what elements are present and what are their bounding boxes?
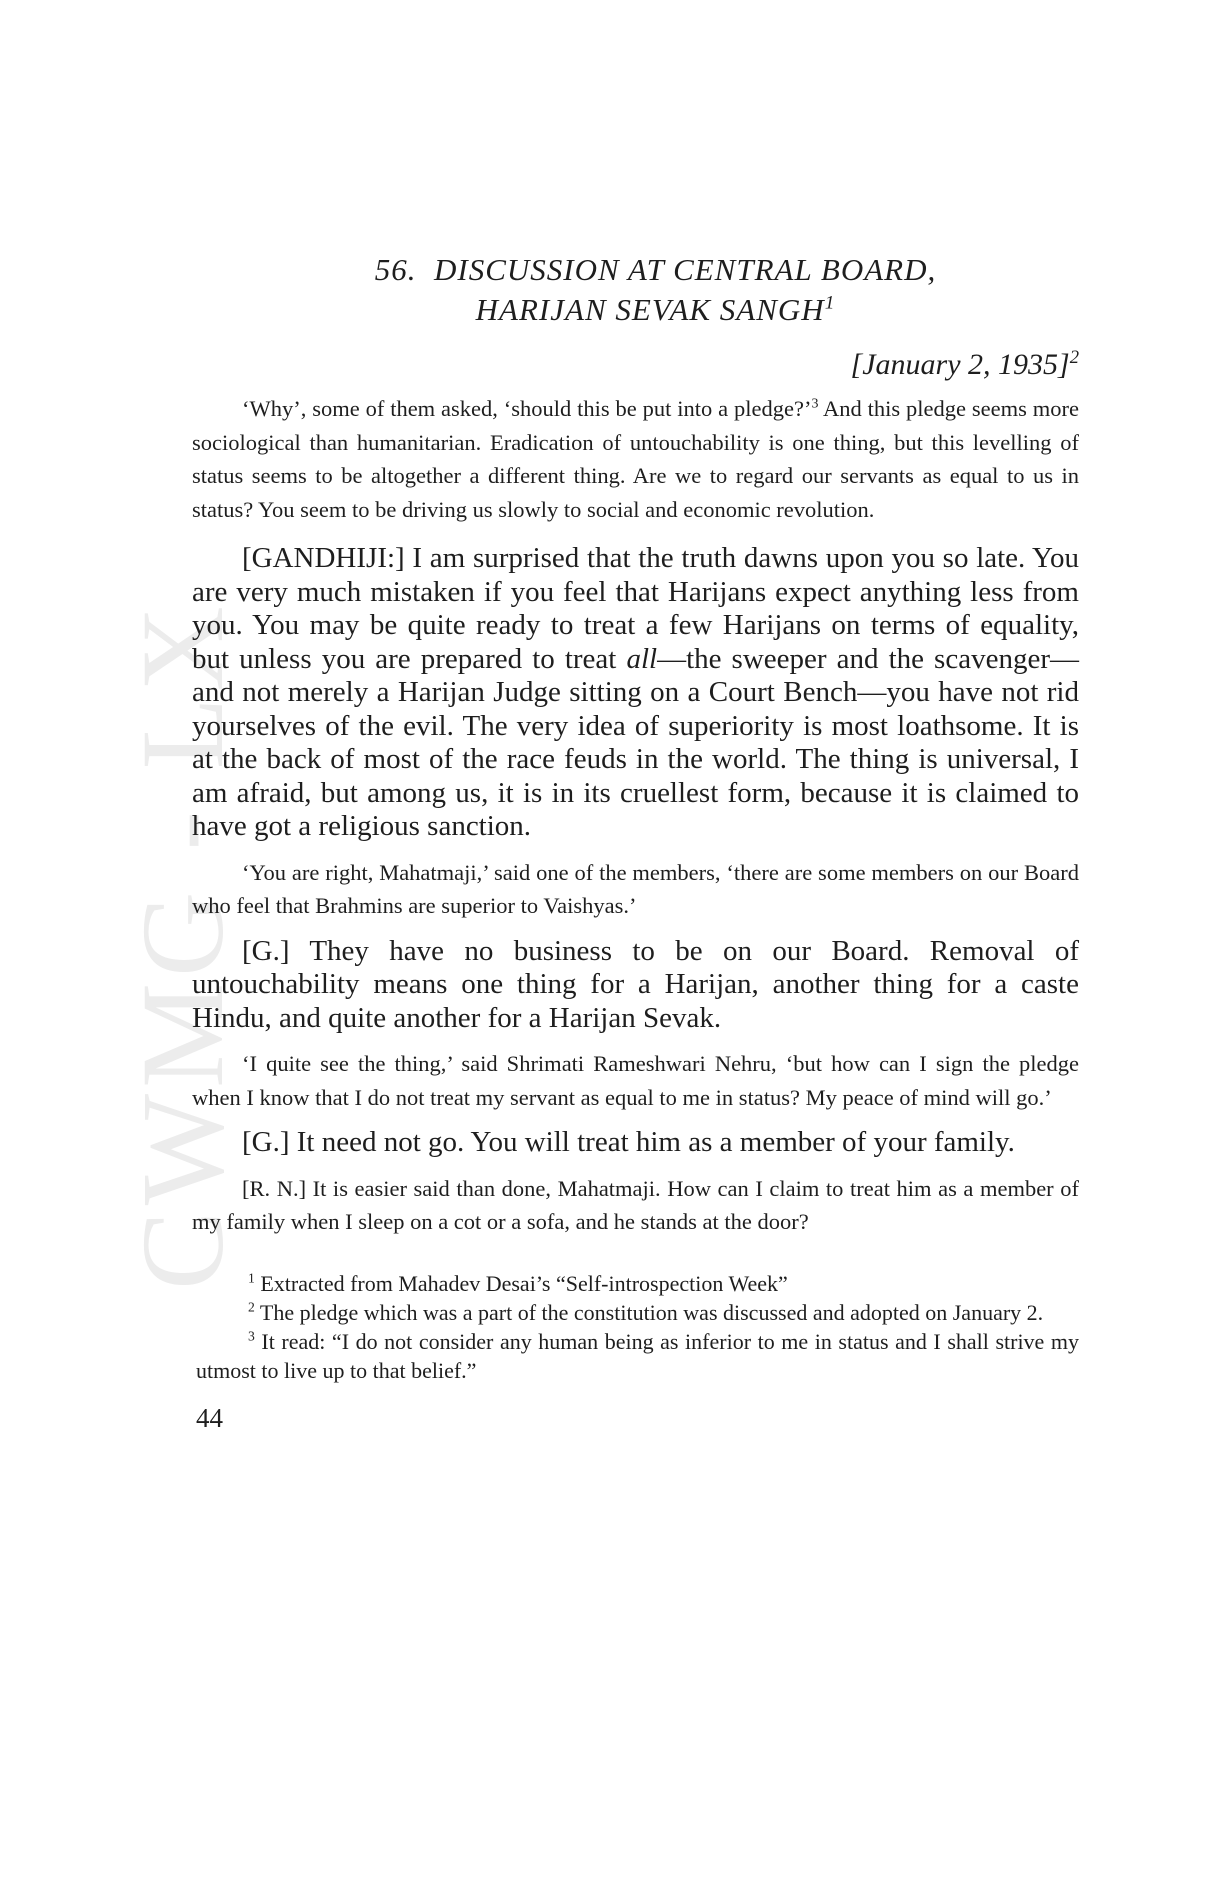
footnote-2 xyxy=(196,1298,1079,1327)
heading-footnote-ref: 1 xyxy=(824,292,836,314)
heading-line-2: HARIJAN SEVAK SANGH xyxy=(475,292,825,327)
date-text: [January 2, 1935] xyxy=(850,348,1070,381)
paragraph-6 xyxy=(192,1126,1079,1160)
section-heading xyxy=(232,250,1079,330)
page-content xyxy=(192,250,1079,1434)
footnotes xyxy=(192,1269,1079,1385)
paragraph-7 xyxy=(192,1172,1079,1239)
p2-emphasis: all xyxy=(626,642,658,675)
p1-text-b: And this pledge seems more sociological than humanitarian. Eradication of untouchability is one thing, but this levelling of status seems to be altogether a different thing. Are we to regard our servants as equal to us in status? You seem to be driving us slowly to social and economic revolution. xyxy=(192,396,1079,522)
footnote-3-text: It read: “I do not consider any human being as inferior to me in status and I shall strive my utmost to live up to that belief.” xyxy=(196,1328,1079,1383)
p4-text: They have no business to be on our Board. Removal of untouchability means one thing for a Harijan, another thing for a caste Hindu, and quite another for a Harijan Sevak. xyxy=(192,934,1079,1034)
p2-speaker: [GANDHIJI:] xyxy=(242,542,405,574)
date-line xyxy=(192,348,1079,382)
heading-number: 56. xyxy=(374,252,417,287)
footnote-3 xyxy=(196,1327,1079,1385)
p2-text-a: I am surprised that the truth dawns upon you so late. You are very much mistaken if you feel that Harijans expect anything less from you. You may be quite ready to treat a few Harijans on terms of equality, but unless you are prepared to treat xyxy=(192,542,1079,675)
paragraph-5: ‘I quite see the thing,’ said Shrimati Rameshwari Nehru, ‘but how can I sign the pledge when I know that I do not treat my servant as equal to me in status? My peace of mind will go.’ xyxy=(192,1051,1079,1110)
p6-speaker: [G.] xyxy=(242,1126,290,1158)
footnote-2-number: 2 xyxy=(248,1299,255,1315)
footnote-1 xyxy=(196,1269,1079,1298)
p1-text-a: ‘Why’, some of them asked, ‘should this be put into a pledge?’ xyxy=(242,396,812,421)
date-footnote-ref: 2 xyxy=(1069,347,1079,368)
footnote-3-number: 3 xyxy=(248,1328,255,1344)
footnote-1-text: Extracted from Mahadev Desai’s “Self-introspection Week” xyxy=(254,1270,788,1296)
footnote-2-text: The pledge which was a part of the constitution was discussed and adopted on January 2. xyxy=(254,1299,1044,1325)
heading-line-1: DISCUSSION AT CENTRAL BOARD, xyxy=(434,252,937,287)
paragraph-2 xyxy=(192,542,1079,844)
footnote-1-number: 1 xyxy=(248,1270,255,1286)
p6-text: It need not go. You will treat him as a member of your family. xyxy=(289,1126,1015,1158)
p7-speaker: [R. N.] xyxy=(242,1175,307,1201)
paragraph-1 xyxy=(192,392,1079,526)
p2-text-b: —the sweeper and the scavenger—and not merely a Harijan Judge sitting on a Court Bench—you have not rid yourselves of the evil. The very idea of superiority is most loathsome. It is at the back of most of the race feuds in the world. The thing is universal, I am afraid, but among us, it is in its cruellest form, because it is claimed to have got a religious sanction. xyxy=(192,642,1079,842)
paragraph-3: ‘You are right, Mahatmaji,’ said one of the members, ‘there are some members on our Board who feel that Brahmins are superior to Vaishyas.’ xyxy=(192,859,1079,918)
page-number: 44 xyxy=(196,1402,223,1433)
watermark-text: CWMG - LX xyxy=(117,600,248,1290)
paragraph-4 xyxy=(192,935,1079,1036)
p4-speaker: [G.] xyxy=(242,934,290,967)
p1-footnote-ref: 3 xyxy=(811,396,819,412)
p7-text: It is easier said than done, Mahatmaji. How can I claim to treat him as a member of my family when I sleep on a cot or a sofa, and he stands at the door? xyxy=(192,1175,1079,1234)
